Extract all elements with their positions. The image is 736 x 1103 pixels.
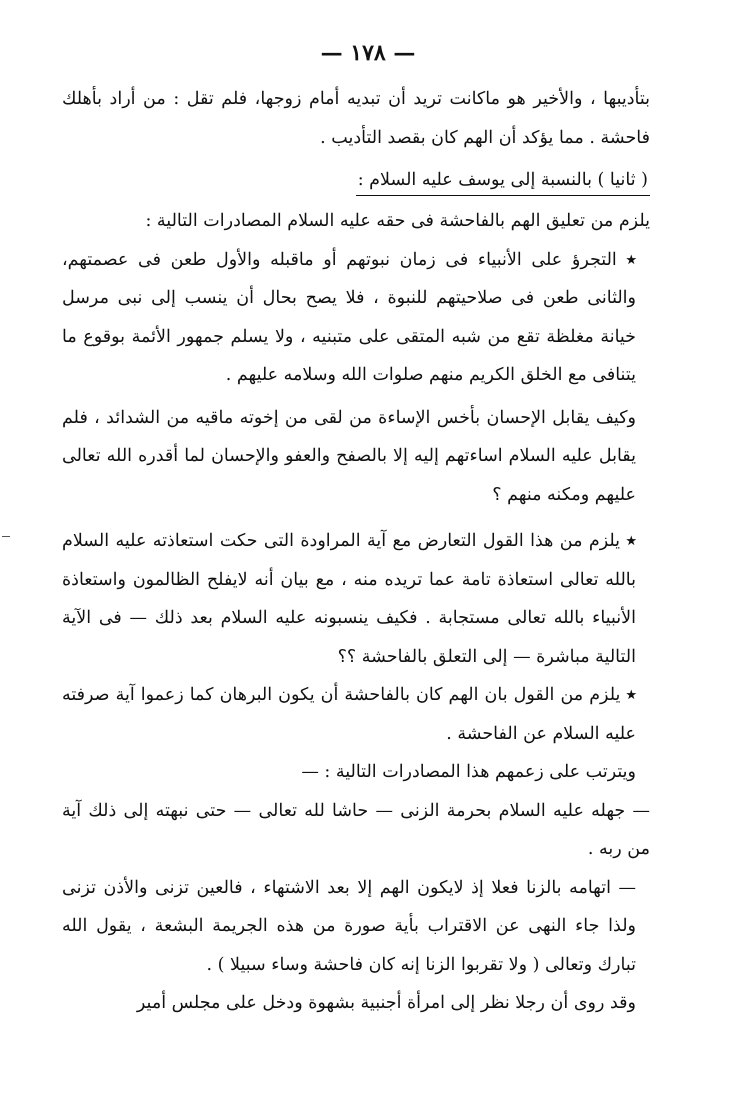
paragraph-intro: يلزم من تعليق الهم بالفاحشة فى حقه عليه السلام المصادرات التالية : — [145, 211, 650, 231]
bullet-star: ٭ — [626, 685, 636, 705]
paragraph-consequences-intro: ويترتب على زعمهم هذا المصادرات التالية : — — [301, 762, 636, 782]
paragraph-point-3-text: يلزم من هذا القول التعارض مع آية المراودة التى حكت استعاذته عليه السلام بالله تعالى استعاذة تامة عما تريده منه ، مع بيان أنه لايفلح الظالمون واستعاذة الأنبياء بالله تعالى مستجابة . فكيف ينسبونه عليه السلام بعد ذلك — فى الآية التالية مباشرة — إلى التعلق بالفاحشة ؟؟ — [62, 531, 636, 667]
page-number: — ١٧٨ — — [320, 40, 416, 66]
paragraph-point-2: وكيف يقابل الإحسان بأخس الإساءة من لقى من إخوته ماقيه من الشدائد ، فلم يقابل عليه السلام اساءتهم إليه إلا بالصفح والعفو والإحسان لما أقدره الله تعالى عليهم ومكنه منهم ؟ — [62, 407, 636, 505]
paragraph-point-3 — [62, 522, 650, 676]
paragraph-point-1-text: التجرؤ على الأنبياء فى زمان نبوتهم أو ماقبله والأول طعن فى عصمتهم، والثانى طعن فى صلاحيتهم للنبوة ، فلا يصح بحال أن ينسب إلى نبى مرسل خيانة مغلظة تقع من شبه المتقى على متبنيه ، ولا يسلم جمهور الأئمة بوقوع ما يتنافى مع الخلق الكريم منهم صلوات الله وسلامه عليهم . — [62, 249, 636, 385]
page-body — [62, 80, 650, 1023]
bullet-star: ٭ — [626, 249, 636, 270]
section-heading-wrap — [62, 161, 650, 202]
paragraph-point-1 — [62, 241, 650, 395]
section-heading: ( ثانيا ) بالنسبة إلى يوسف عليه السلام : — [356, 165, 650, 196]
paragraph-point-4-text: يلزم من القول بان الهم كان بالفاحشة أن يكون البرهان كما زعموا آية صرفته عليه السلام عن الفاحشة . — [62, 685, 636, 744]
margin-mark — [2, 536, 10, 537]
paragraph-consequence-1: — جهله عليه السلام بحرمة الزنى — حاشا لله تعالى — حتى نبهته إلى ذلك آية من ربه . — [62, 800, 650, 859]
paragraph-consequence-2: — اتهامه بالزنا فعلا إذ لايكون الهم إلا بعد الاشتهاء ، فالعين تزنى والأذن تزنى ولذا جاء النهى عن الاقتراب بأية صورة من هذه الجريمة البشعة ، يقول الله تبارك وتعالى ( ولا تقربوا الزنا إنه كان فاحشة وساء سبيلا ) . — [62, 877, 636, 975]
paragraph-narration: وقد روى أن رجلا نظر إلى امرأة أجنبية بشهوة ودخل على مجلس أمير — [136, 993, 636, 1013]
bullet-star: ٭ — [626, 531, 636, 551]
paragraph-continuation: بتأديبها ، والأخير هو ماكانت تريد أن تبديه أمام زوجها، فلم تقل : من أراد بأهلك فاحشة . مما يؤكد أن الهم كان بقصد التأديب . — [62, 89, 650, 148]
paragraph-point-4 — [62, 676, 650, 753]
